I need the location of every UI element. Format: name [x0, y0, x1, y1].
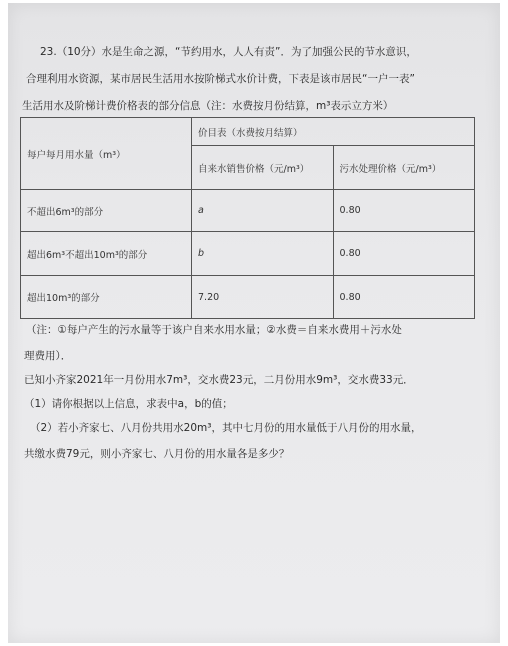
sewage-price: 0.80 — [339, 205, 361, 216]
note-line-2: 理费用）． — [24, 350, 72, 362]
sewage-price: 0.80 — [339, 291, 361, 303]
note-line-1: （注：①每户产生的污水量等于该户自来水用水量；②水费＝自来水费用＋污水处 — [26, 324, 402, 336]
table-row — [21, 232, 475, 276]
tier-label-cell — [21, 190, 192, 232]
sewage-price-cell — [333, 232, 475, 276]
tier-label-cell — [21, 276, 192, 319]
tier-label-cell — [21, 232, 192, 276]
sewage-price: 0.80 — [339, 248, 361, 259]
price-table — [20, 117, 475, 319]
water-price-cell — [192, 276, 334, 319]
col-header-sewage-cell — [333, 146, 475, 190]
tier-label: 不超出6m³的部分 — [27, 206, 104, 218]
part-1: （1）请你根据以上信息，求表中a，b的值； — [24, 398, 233, 410]
question-line-1: 23.（10分）水是生命之源，“节约用水，人人有责”．为了加强公民的节水意识， — [40, 46, 417, 58]
table-row — [21, 190, 475, 232]
col-header-sewage: 污水处理价格（元/m³） — [339, 163, 442, 175]
water-price: a — [198, 205, 204, 216]
water-price-cell — [192, 190, 334, 232]
question-line-2: 合理利用水资源，某市居民生活用水按阶梯式水价计费，下表是该市居民“一户一表” — [26, 73, 415, 85]
water-price: 7.20 — [198, 291, 220, 303]
water-price-cell — [192, 232, 334, 276]
group-header: 价目表（水费按月结算） — [198, 127, 303, 139]
sewage-price-cell — [333, 190, 475, 232]
part-2-line-2: 共缴水费79元，则小齐家七、八月份的用水量各是多少？ — [24, 448, 290, 460]
tier-label: 超出6m³不超出10m³的部分 — [27, 249, 148, 261]
water-price: b — [198, 248, 205, 259]
group-header-cell — [192, 118, 475, 146]
row-header: 每户每月用水量（m³） — [27, 149, 126, 161]
part-2-line-1: （2）若小齐家七、八月份共用水20m³，其中七月份的用水量低于八月份的用水量， — [30, 422, 422, 434]
sewage-price-cell — [333, 276, 475, 319]
question-line-3: 生活用水及阶梯计费价格表的部分信息（注：水费按月份结算，m³表示立方米） — [22, 100, 394, 112]
col-header-water-cell — [192, 146, 334, 190]
table-row — [21, 276, 475, 319]
row-header-cell — [21, 118, 192, 190]
tier-label: 超出10m³的部分 — [27, 293, 100, 304]
col-header-water: 自来水销售价格（元/m³） — [198, 163, 310, 175]
note-line-3: 已知小齐家2021年一月份用水7m³，交水费23元，二月份用水9m³，交水费33元． — [24, 374, 414, 386]
